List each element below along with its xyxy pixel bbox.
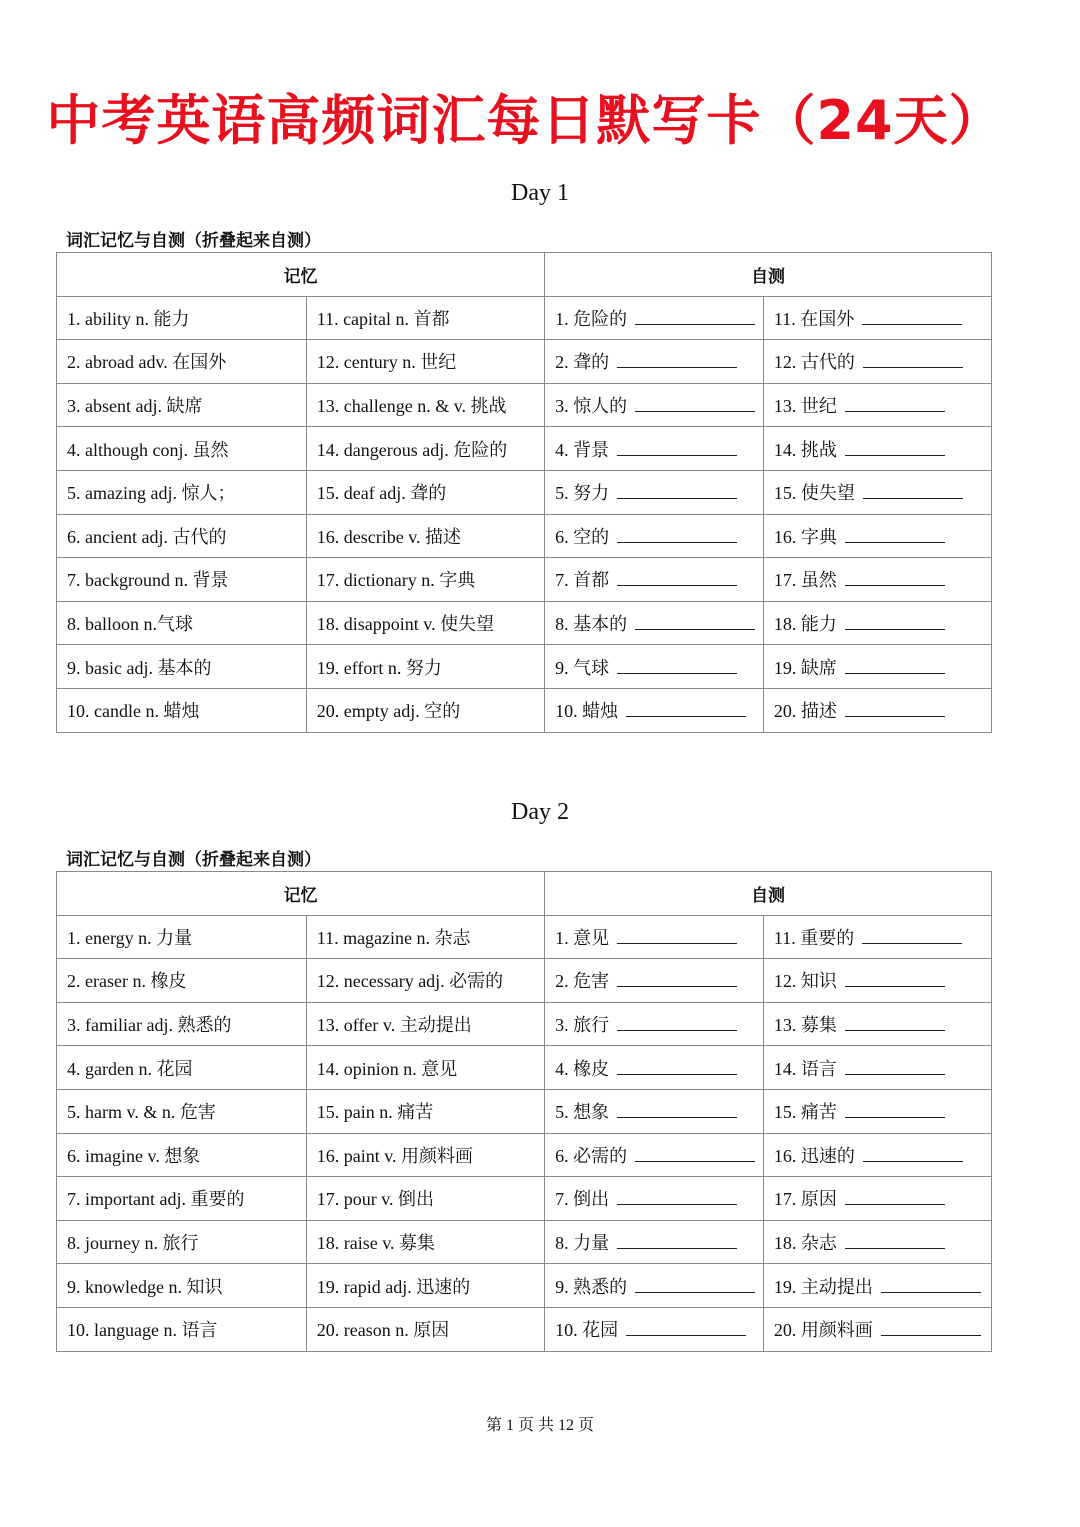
answer-blank[interactable] — [617, 968, 737, 987]
self-test-prompt: 9. 熟悉的 — [555, 1276, 628, 1297]
self-test-cell — [545, 601, 764, 645]
memory-word: 6. imagine v. 想象 — [57, 1133, 307, 1177]
self-test-prompt: 12. 知识 — [773, 971, 837, 992]
memory-word: 20. empty adj. 空的 — [306, 688, 544, 732]
self-test-cell — [763, 514, 991, 558]
memory-word: 10. language n. 语言 — [57, 1307, 307, 1351]
self-test-header: 自测 — [545, 872, 992, 916]
memory-word: 16. paint v. 用颜料画 — [306, 1133, 544, 1177]
self-test-prompt: 13. 世纪 — [773, 396, 837, 417]
self-test-prompt: 4. 橡皮 — [555, 1058, 610, 1079]
answer-blank[interactable] — [626, 698, 746, 717]
self-test-cell — [545, 645, 764, 689]
self-test-header: 自测 — [545, 253, 992, 297]
self-test-prompt: 17. 虽然 — [773, 570, 837, 591]
self-test-cell — [545, 427, 764, 471]
answer-blank[interactable] — [863, 349, 963, 368]
table-row — [57, 296, 992, 340]
answer-blank[interactable] — [845, 524, 945, 543]
self-test-cell — [545, 959, 764, 1003]
self-test-cell — [763, 1307, 991, 1351]
memory-word: 3. absent adj. 缺席 — [57, 383, 307, 427]
day-1-section-label: 词汇记忆与自测（折叠起来自测） — [66, 231, 321, 251]
memory-word: 5. harm v. & n. 危害 — [57, 1089, 307, 1133]
answer-blank[interactable] — [845, 567, 945, 586]
memory-word: 20. reason n. 原因 — [306, 1307, 544, 1351]
answer-blank[interactable] — [845, 1186, 945, 1205]
self-test-prompt: 16. 字典 — [773, 526, 837, 547]
memory-word: 4. although conj. 虽然 — [57, 427, 307, 471]
table-row — [57, 959, 992, 1003]
answer-blank[interactable] — [635, 306, 755, 325]
self-test-prompt: 18. 能力 — [773, 614, 837, 635]
self-test-prompt: 10. 蜡烛 — [555, 701, 619, 722]
self-test-cell — [763, 296, 991, 340]
answer-blank[interactable] — [635, 611, 755, 630]
answer-blank[interactable] — [845, 968, 945, 987]
self-test-cell — [545, 1089, 764, 1133]
answer-blank[interactable] — [635, 1274, 755, 1293]
memory-word: 13. offer v. 主动提出 — [306, 1002, 544, 1046]
self-test-cell — [763, 427, 991, 471]
table-row — [57, 915, 992, 959]
table-row — [57, 1002, 992, 1046]
self-test-prompt: 13. 募集 — [773, 1015, 837, 1036]
memory-word: 13. challenge n. & v. 挑战 — [306, 383, 544, 427]
answer-blank[interactable] — [635, 393, 755, 412]
answer-blank[interactable] — [881, 1317, 981, 1336]
memory-header: 记忆 — [57, 872, 545, 916]
table-row — [57, 1089, 992, 1133]
memory-word: 5. amazing adj. 惊人； — [57, 470, 307, 514]
answer-blank[interactable] — [617, 1186, 737, 1205]
memory-word: 12. century n. 世纪 — [306, 340, 544, 384]
self-test-prompt: 14. 语言 — [773, 1058, 837, 1079]
memory-word: 18. disappoint v. 使失望 — [306, 601, 544, 645]
memory-word: 16. describe v. 描述 — [306, 514, 544, 558]
table-row — [57, 427, 992, 471]
self-test-prompt: 2. 危害 — [555, 971, 610, 992]
answer-blank[interactable] — [617, 567, 737, 586]
memory-word: 17. dictionary n. 字典 — [306, 558, 544, 602]
self-test-cell — [545, 383, 764, 427]
self-test-cell — [763, 383, 991, 427]
answer-blank[interactable] — [845, 655, 945, 674]
memory-word: 19. rapid adj. 迅速的 — [306, 1264, 544, 1308]
memory-word: 11. capital n. 首都 — [306, 296, 544, 340]
memory-word: 10. candle n. 蜡烛 — [57, 688, 307, 732]
self-test-cell — [763, 340, 991, 384]
self-test-prompt: 20. 描述 — [773, 701, 837, 722]
answer-blank[interactable] — [617, 437, 737, 456]
memory-word: 14. opinion n. 意见 — [306, 1046, 544, 1090]
memory-word: 14. dangerous adj. 危险的 — [306, 427, 544, 471]
self-test-cell — [763, 915, 991, 959]
self-test-cell — [545, 1220, 764, 1264]
memory-word: 19. effort n. 努力 — [306, 645, 544, 689]
memory-word: 18. raise v. 募集 — [306, 1220, 544, 1264]
answer-blank[interactable] — [617, 655, 737, 674]
table-row — [57, 558, 992, 602]
self-test-cell — [545, 915, 764, 959]
table-row — [57, 470, 992, 514]
self-test-cell — [545, 1046, 764, 1090]
self-test-prompt: 17. 原因 — [773, 1189, 837, 1210]
memory-word: 2. abroad adv. 在国外 — [57, 340, 307, 384]
day-1-heading: Day 1 — [511, 180, 569, 206]
self-test-cell — [763, 1220, 991, 1264]
answer-blank[interactable] — [617, 1099, 737, 1118]
self-test-prompt: 12. 古代的 — [773, 352, 855, 373]
self-test-cell — [763, 1089, 991, 1133]
table-row — [57, 1264, 992, 1308]
memory-word: 3. familiar adj. 熟悉的 — [57, 1002, 307, 1046]
table-row — [57, 340, 992, 384]
self-test-prompt: 15. 使失望 — [773, 483, 855, 504]
self-test-cell — [763, 1133, 991, 1177]
self-test-cell — [545, 1264, 764, 1308]
self-test-prompt: 19. 缺席 — [773, 657, 837, 678]
memory-word: 15. deaf adj. 聋的 — [306, 470, 544, 514]
self-test-prompt: 18. 杂志 — [773, 1233, 837, 1254]
memory-word: 4. garden n. 花园 — [57, 1046, 307, 1090]
memory-word: 7. important adj. 重要的 — [57, 1177, 307, 1221]
answer-blank[interactable] — [881, 1274, 981, 1293]
answer-blank[interactable] — [845, 1230, 945, 1249]
self-test-prompt: 15. 痛苦 — [773, 1102, 837, 1123]
self-test-cell — [763, 601, 991, 645]
answer-blank[interactable] — [626, 1317, 746, 1336]
answer-blank[interactable] — [863, 1143, 963, 1162]
self-test-cell — [763, 1002, 991, 1046]
self-test-cell — [545, 296, 764, 340]
self-test-prompt: 1. 意见 — [555, 927, 610, 948]
day-2-heading: Day 2 — [511, 799, 569, 825]
memory-word: 12. necessary adj. 必需的 — [306, 959, 544, 1003]
self-test-prompt: 3. 惊人的 — [555, 396, 628, 417]
self-test-prompt: 19. 主动提出 — [773, 1276, 873, 1297]
self-test-prompt: 4. 背景 — [555, 439, 610, 460]
self-test-cell — [763, 645, 991, 689]
memory-word: 7. background n. 背景 — [57, 558, 307, 602]
day-2-vocab-table — [56, 871, 992, 1352]
answer-blank[interactable] — [617, 1056, 737, 1075]
table-row — [57, 383, 992, 427]
answer-blank[interactable] — [862, 925, 962, 944]
self-test-prompt: 5. 努力 — [555, 483, 610, 504]
self-test-cell — [545, 1177, 764, 1221]
self-test-prompt: 1. 危险的 — [555, 308, 628, 329]
self-test-cell — [763, 558, 991, 602]
self-test-prompt: 6. 必需的 — [555, 1145, 628, 1166]
self-test-prompt: 11. 重要的 — [773, 927, 855, 948]
self-test-cell — [545, 514, 764, 558]
self-test-cell — [545, 470, 764, 514]
answer-blank[interactable] — [617, 480, 737, 499]
answer-blank[interactable] — [617, 349, 737, 368]
answer-blank[interactable] — [845, 611, 945, 630]
table-row — [57, 1133, 992, 1177]
answer-blank[interactable] — [617, 925, 737, 944]
self-test-prompt: 16. 迅速的 — [773, 1145, 855, 1166]
memory-word: 8. journey n. 旅行 — [57, 1220, 307, 1264]
answer-blank[interactable] — [862, 306, 962, 325]
self-test-prompt: 5. 想象 — [555, 1102, 610, 1123]
self-test-prompt: 3. 旅行 — [555, 1015, 610, 1036]
day-1-vocab-table — [56, 252, 992, 733]
day-2-section-label: 词汇记忆与自测（折叠起来自测） — [66, 850, 321, 870]
self-test-cell — [545, 340, 764, 384]
answer-blank[interactable] — [617, 1012, 737, 1031]
self-test-cell — [763, 1177, 991, 1221]
table-row — [57, 688, 992, 732]
self-test-prompt: 8. 力量 — [555, 1233, 610, 1254]
table-header-row — [57, 872, 992, 916]
self-test-prompt: 10. 花园 — [555, 1320, 619, 1341]
memory-word: 1. energy n. 力量 — [57, 915, 307, 959]
table-row — [57, 1307, 992, 1351]
answer-blank[interactable] — [845, 393, 945, 412]
answer-blank[interactable] — [617, 1230, 737, 1249]
table-row — [57, 514, 992, 558]
self-test-prompt: 2. 聋的 — [555, 352, 610, 373]
self-test-cell — [545, 1133, 764, 1177]
self-test-cell — [763, 1264, 991, 1308]
answer-blank[interactable] — [863, 480, 963, 499]
table-row — [57, 1046, 992, 1090]
table-row — [57, 1177, 992, 1221]
memory-word: 8. balloon n.气球 — [57, 601, 307, 645]
answer-blank[interactable] — [845, 1099, 945, 1118]
memory-word: 9. knowledge n. 知识 — [57, 1264, 307, 1308]
page-footer: 第 1 页 共 12 页 — [485, 1417, 594, 1434]
memory-word: 11. magazine n. 杂志 — [306, 915, 544, 959]
answer-blank[interactable] — [617, 524, 737, 543]
self-test-prompt: 7. 倒出 — [555, 1189, 610, 1210]
table-row — [57, 1220, 992, 1264]
self-test-cell — [763, 959, 991, 1003]
self-test-cell — [763, 688, 991, 732]
self-test-cell — [545, 688, 764, 732]
self-test-prompt: 11. 在国外 — [773, 308, 855, 329]
self-test-cell — [763, 470, 991, 514]
self-test-cell — [545, 1002, 764, 1046]
self-test-cell — [763, 1046, 991, 1090]
memory-word: 2. eraser n. 橡皮 — [57, 959, 307, 1003]
memory-word: 17. pour v. 倒出 — [306, 1177, 544, 1221]
answer-blank[interactable] — [845, 1056, 945, 1075]
memory-header: 记忆 — [57, 253, 545, 297]
answer-blank[interactable] — [845, 437, 945, 456]
answer-blank[interactable] — [845, 1012, 945, 1031]
self-test-cell — [545, 558, 764, 602]
self-test-prompt: 6. 空的 — [555, 526, 610, 547]
answer-blank[interactable] — [845, 698, 945, 717]
self-test-prompt: 9. 气球 — [555, 657, 610, 678]
self-test-prompt: 8. 基本的 — [555, 614, 628, 635]
answer-blank[interactable] — [635, 1143, 755, 1162]
self-test-prompt: 20. 用颜料画 — [773, 1320, 873, 1341]
memory-word: 1. ability n. 能力 — [57, 296, 307, 340]
memory-word: 9. basic adj. 基本的 — [57, 645, 307, 689]
self-test-prompt: 7. 首都 — [555, 570, 610, 591]
page-title: 中考英语高频词汇每日默写卡（24天） — [46, 89, 1004, 152]
self-test-cell — [545, 1307, 764, 1351]
table-header-row — [57, 253, 992, 297]
memory-word: 6. ancient adj. 古代的 — [57, 514, 307, 558]
memory-word: 15. pain n. 痛苦 — [306, 1089, 544, 1133]
table-row — [57, 601, 992, 645]
self-test-prompt: 14. 挑战 — [773, 439, 837, 460]
table-row — [57, 645, 992, 689]
